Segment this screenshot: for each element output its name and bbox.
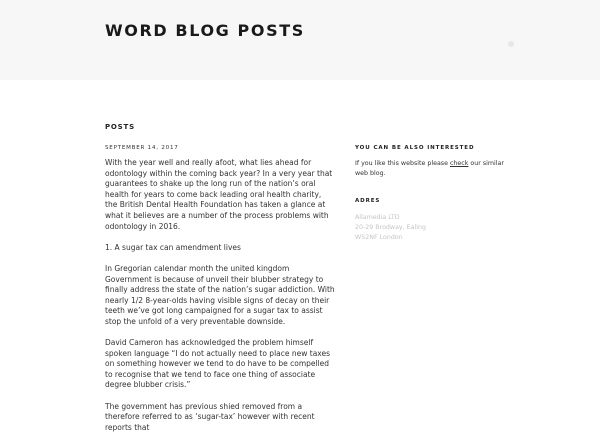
address-block: [355, 213, 515, 242]
widget-text-before: If you like this website please: [355, 160, 450, 167]
site-title-link[interactable]: WORD BLOG POSTS: [105, 21, 305, 40]
address-line: 20-29 Brodway, Ealing: [355, 223, 426, 231]
widget-text-interested: [355, 159, 515, 178]
address-line: Allamedia LTD: [355, 214, 400, 221]
post-paragraph: With the year well and really afoot, what lies ahead for odontology within the coming back year? In a very year that guarantees to shake up the long run of the nation’s oral health for years to come back leading oral health charity, the British Dental Health Foundation has taken a glance at what it believes are a number of the process problems with odontology in 2016.: [105, 158, 333, 231]
menu-toggle-icon[interactable]: [508, 41, 514, 47]
site-header: [0, 0, 600, 80]
post-date-link[interactable]: SEPTEMBER 14, 2017: [105, 145, 179, 151]
post-paragraph: David Cameron has acknowledged the problem himself spoken language “I do not actually need to place new taxes on something however we tend to do have to be compelled to recognise that we tend to face one thing of associate degree blubber crisis.”: [105, 338, 331, 390]
check-link[interactable]: check: [449, 160, 469, 167]
post-paragraph: In Gregorian calendar month the united kingdom Government is because of unveil their blubber strategy to finally address the state of the nation’s sugar addiction. With nearly 1/2 8-year-olds having visible signs of decay on their teeth we’ve got long campaigned for a sugar tax to assist stop the unfold of a very preventable downside.: [105, 263, 335, 326]
post-paragraph: 1. A sugar tax can amendment lives: [105, 242, 241, 252]
page-title: POSTS: [105, 122, 135, 131]
widget-text-after: our similar web blog.: [355, 160, 504, 177]
widget-title-address: ADRES: [355, 198, 381, 204]
address-line: W52NF London: [355, 233, 403, 241]
widget-title-interested: YOU CAN BE ALSO INTERESTED: [355, 145, 475, 151]
post-paragraph: The government has previous shied removed from a therefore referred to as ‘sugar-tax’ however with recent reports that: [105, 401, 315, 432]
post-content: [105, 158, 335, 444]
